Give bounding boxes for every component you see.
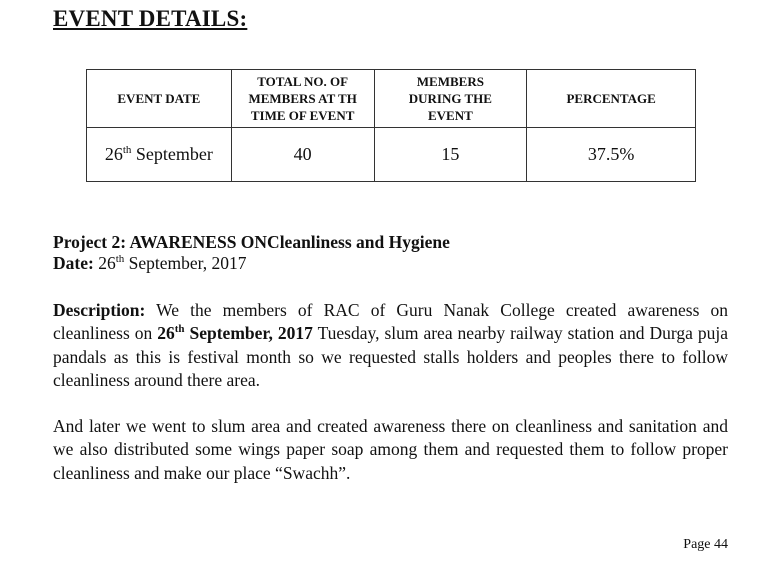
- cell-percentage: 37.5%: [527, 128, 696, 182]
- table-row: [87, 128, 696, 182]
- project-info: [53, 232, 450, 274]
- header-total-members: [231, 70, 374, 128]
- project-date: [53, 253, 450, 274]
- header-line: TOTAL NO. OF: [257, 74, 349, 89]
- date-month: September: [131, 144, 213, 164]
- cell-total-members: 40: [231, 128, 374, 182]
- cell-members-during: 15: [374, 128, 527, 182]
- date-suffix: th: [122, 144, 132, 156]
- date-rest: September, 2017: [124, 253, 247, 273]
- header-line: DURING THE: [408, 91, 492, 106]
- project-title: Project 2: AWARENESS ONCleanliness and Hygiene: [53, 232, 450, 252]
- section-heading: EVENT DETAILS:: [53, 6, 248, 31]
- description-date-day: 26: [157, 323, 175, 344]
- header-line: EVENT: [427, 108, 473, 123]
- description-text: We the members of RAC of Guru Nanak College created awareness on cleanliness on: [53, 300, 728, 344]
- header-event-date: EVENT DATE: [87, 70, 232, 128]
- followup-paragraph: And later we went to slum area and created awareness there on cleanliness and sanitation and we also distributed some wings paper soap among them and requested them to follow proper cleanliness and make our place “Swachh”.: [53, 416, 728, 483]
- description-date-rest: September, 2017: [184, 323, 313, 344]
- description-text: Tuesday, slum area nearby railway station and Durga puja pandals as this is festival month so we requested stalls holders and peoples there to follow cleanliness around there area.: [53, 323, 728, 390]
- date-day: 26: [93, 253, 116, 273]
- header-percentage: PERCENTAGE: [527, 70, 696, 128]
- header-line: TIME OF EVENT: [250, 108, 355, 123]
- date-suffix: th: [115, 253, 125, 266]
- description-date-suffix: th: [174, 323, 185, 336]
- cell-event-date: [87, 128, 232, 182]
- description-paragraph: [53, 299, 728, 392]
- event-details-table: [86, 69, 696, 182]
- header-members-during: [374, 70, 527, 128]
- date-label: Date:: [53, 253, 94, 273]
- page-number: Page 44: [683, 537, 728, 552]
- table-header-row: [87, 70, 696, 128]
- header-line: MEMBERS: [416, 74, 484, 89]
- header-line: MEMBERS AT TH: [248, 91, 357, 106]
- date-day: 26: [104, 144, 123, 164]
- description-label: Description:: [53, 300, 146, 320]
